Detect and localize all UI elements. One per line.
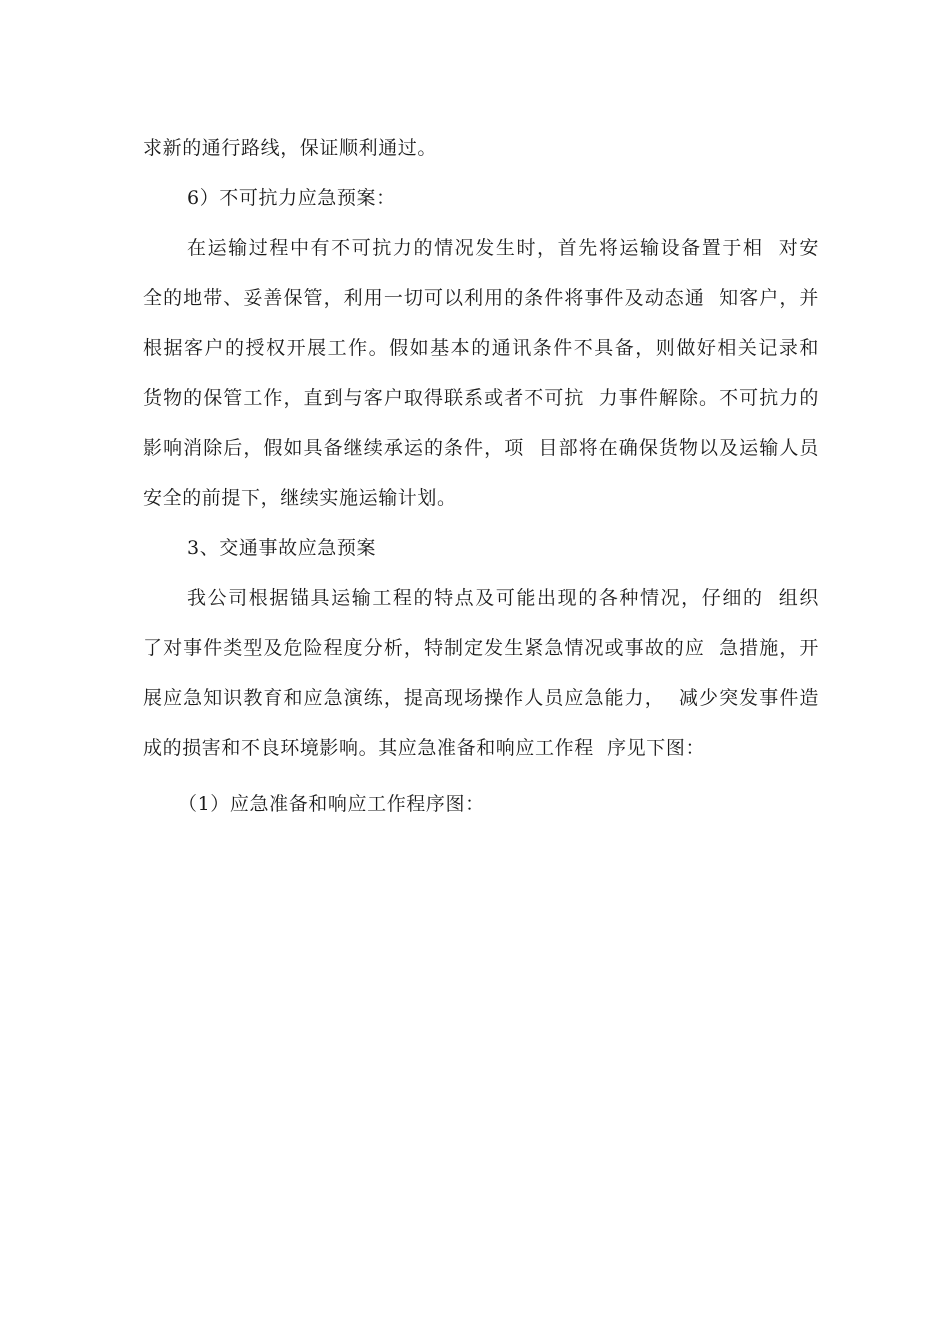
paragraph-continuation: 求新的通行路线，保证顺利通过。 xyxy=(143,137,438,159)
paragraph-line: 全的地带、妥善保管，利用一切可以利用的条件将事件及动态通 知客户，并 xyxy=(143,287,819,309)
paragraph-line: 货物的保管工作，直到与客户取得联系或者不可抗 力事件解除。不可抗力的 xyxy=(143,387,819,409)
paragraph-line: 根据客户的授权开展工作。假如基本的通讯条件不具备，则做好相关记录和 xyxy=(143,337,819,359)
paragraph-line: 在运输过程中有不可抗力的情况发生时，首先将运输设备置于相 对安 xyxy=(187,237,819,259)
paragraph-line: 我公司根据锚具运输工程的特点及可能出现的各种情况，仔细的 组织 xyxy=(187,587,819,609)
paragraph-line: 成的损害和不良环境影响。其应急准备和响应工作程 序见下图： xyxy=(143,737,706,759)
section-heading-force-majeure: 6）不可抗力应急预案： xyxy=(187,187,396,209)
paragraph-line: 安全的前提下，继续实施运输计划。 xyxy=(143,487,457,509)
paragraph-line: 了对事件类型及危险程度分析，特制定发生紧急情况或事故的应 急措施，开 xyxy=(143,637,819,659)
section-heading-traffic-accident: 3、交通事故应急预案 xyxy=(187,537,377,559)
paragraph-line: 展应急知识教育和应急演练，提高现场操作人员应急能力， 减少突发事件造 xyxy=(143,687,819,709)
subsection-heading-procedure-diagram: （1）应急准备和响应工作程序图： xyxy=(178,793,485,815)
paragraph-line: 影响消除后，假如具备继续承运的条件，项 目部将在确保货物以及运输人员 xyxy=(143,437,819,459)
